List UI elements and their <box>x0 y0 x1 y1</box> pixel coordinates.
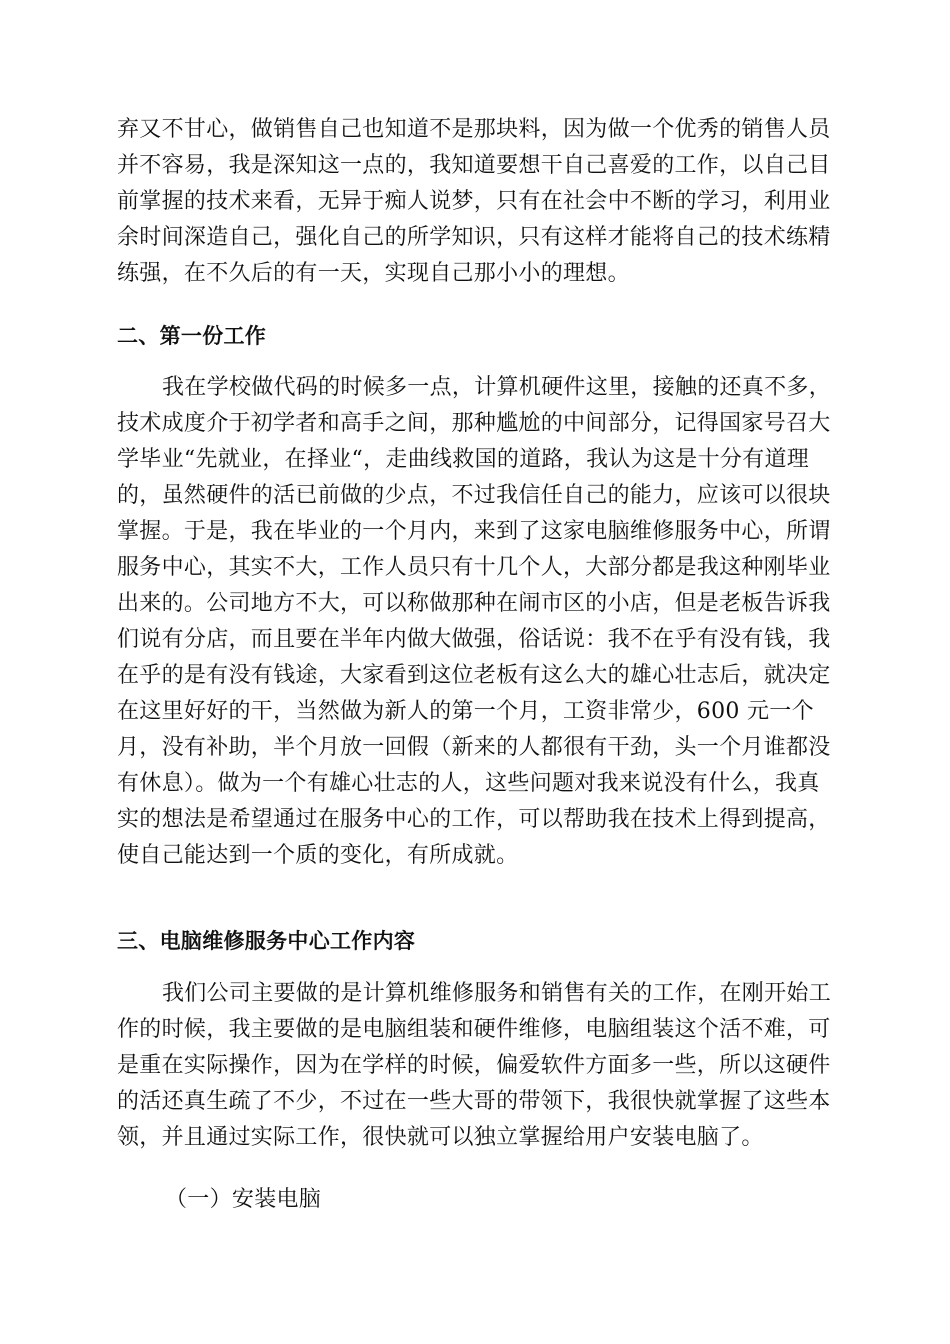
paragraph-2-line: 我在学校做代码的时候多一点，计算机硬件这里，接触的还真不多， <box>162 375 832 400</box>
paragraph-2-line: 的，虽然硬件的活已前做的少点，不过我信任自己的能力，应该可以很块 <box>117 483 831 508</box>
paragraph-2-line: 实的想法是希望通过在服务中心的工作，可以帮助我在技术上得到提高， <box>117 807 831 832</box>
paragraph-1-line: 前掌握的技术来看，无异于痴人说梦，只有在社会中不断的学习，利用业 <box>117 189 831 214</box>
paragraph-3-line: 的活还真生疏了不少，不过在一些大哥的带领下，我很快就掌握了这些本 <box>117 1089 831 1114</box>
paragraph-2-line: 服务中心，其实不大，工作人员只有十几个人，大部分都是我这种刚毕业 <box>117 555 831 580</box>
paragraph-2-line: 使自己能达到一个质的变化，有所成就。 <box>117 843 519 868</box>
paragraph-1-line: 并不容易，我是深知这一点的，我知道要想干自己喜爱的工作，以自己目 <box>117 153 831 178</box>
paragraph-2-line: 在这里好好的干，当然做为新人的第一个月，工资非常少，600 元一个 <box>117 699 814 724</box>
paragraph-2-line: 出来的。公司地方不大，可以称做那种在闹市区的小店，但是老板告诉我 <box>117 591 831 616</box>
paragraph-2-line: 技术成度介于初学者和高手之间，那种尴尬的中间部分，记得国家号召大 <box>117 411 831 436</box>
section-heading-2: 二、第一份工作 <box>117 324 267 348</box>
paragraph-2-line: 掌握。于是，我在毕业的一个月内，来到了这家电脑维修服务中心，所谓 <box>117 519 831 544</box>
paragraph-1-line: 练强，在不久后的有一天，实现自己那小小的理想。 <box>117 261 630 286</box>
section-heading-3: 三、电脑维修服务中心工作内容 <box>117 929 416 953</box>
paragraph-2-line: 在乎的是有没有钱途，大家看到这位老板有这么大的雄心壮志后，就决定 <box>117 663 831 688</box>
paragraph-2-line: 月，没有补助，半个月放一回假（新来的人都很有干劲，头一个月谁都没 <box>117 735 831 760</box>
paragraph-1-line: 弃又不甘心，做销售自己也知道不是那块料，因为做一个优秀的销售人员 <box>117 117 831 142</box>
paragraph-2-line: 有休息）。做为一个有雄心壮志的人，这些问题对我来说没有什么，我真 <box>117 771 820 796</box>
paragraph-3-line: 作的时候，我主要做的是电脑组装和硬件维修，电脑组装这个活不难，可 <box>117 1017 831 1042</box>
paragraph-3-line: 是重在实际操作，因为在学样的时候，偏爱软件方面多一些，所以这硬件 <box>117 1053 831 1078</box>
paragraph-3-line: 我们公司主要做的是计算机维修服务和销售有关的工作，在刚开始工 <box>162 981 832 1006</box>
paragraph-3-line: 领，并且通过实际工作，很快就可以独立掌握给用户安装电脑了。 <box>117 1125 764 1150</box>
paragraph-2-line: 们说有分店，而且要在半年内做大做强，俗话说：我不在乎有没有钱，我 <box>117 627 831 652</box>
subheading-install-computer: （一）安装电脑 <box>165 1187 322 1212</box>
paragraph-2-line: 学毕业“先就业，在择业“，走曲线救国的道路，我认为这是十分有道理 <box>117 447 810 472</box>
paragraph-1-line: 余时间深造自己，强化自己的所学知识，只有这样才能将自己的技术练精 <box>117 225 831 250</box>
